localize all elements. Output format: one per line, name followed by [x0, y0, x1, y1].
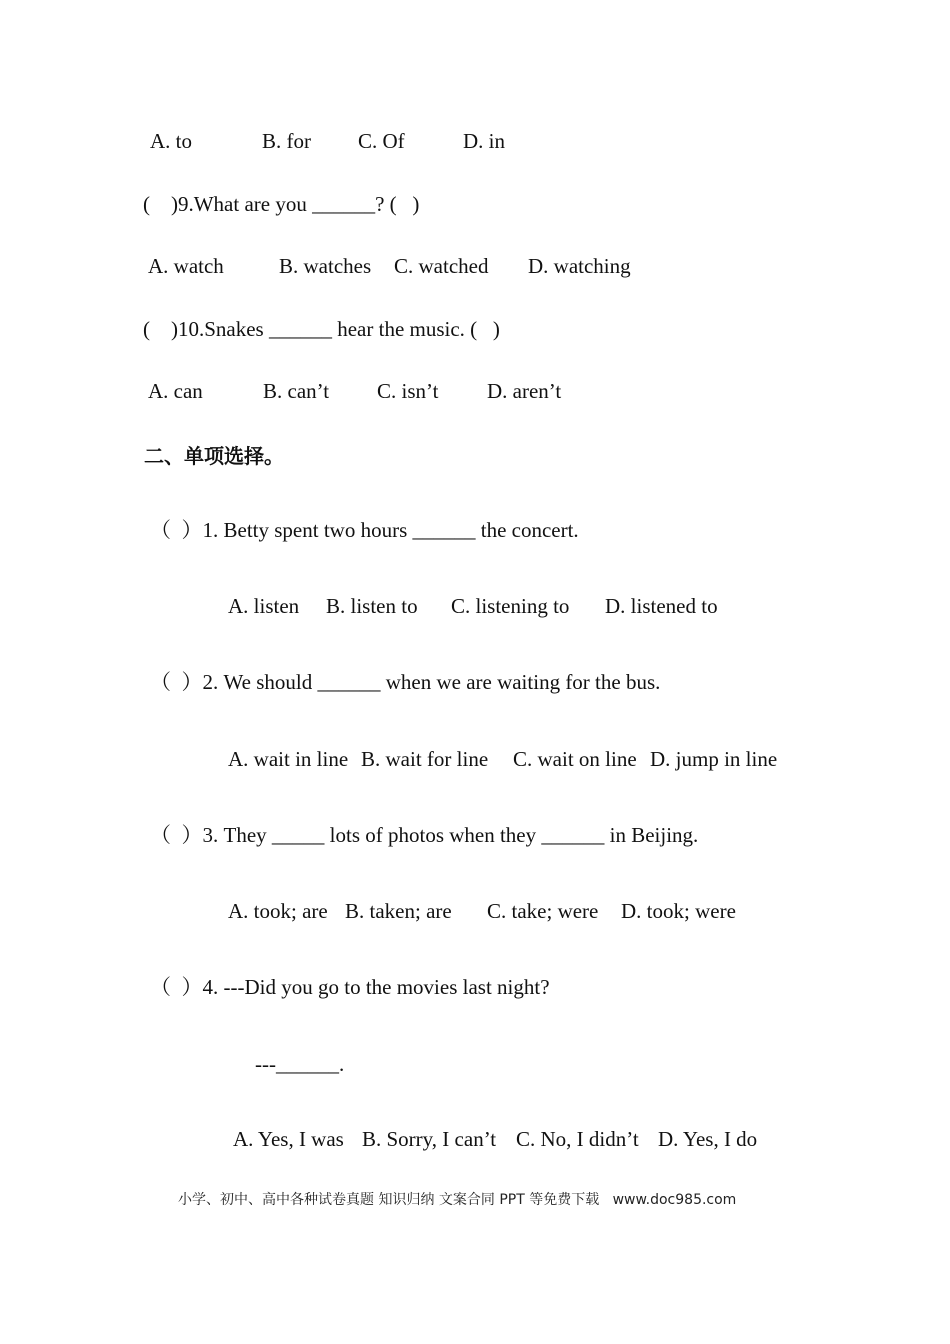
q8-option-d: D. in [463, 129, 505, 153]
s2q4-option-d: D. Yes, I do [658, 1127, 758, 1151]
q10-option-b: B. can’t [263, 379, 330, 403]
q8-option-a: A. to [150, 129, 192, 153]
s2q3-option-b: B. taken; are [345, 899, 452, 923]
s2q1-option-c: C. listening to [451, 594, 570, 618]
s2q2-option-d: D. jump in line [650, 747, 778, 771]
s2q3-option-a: A. took; are [228, 899, 328, 923]
q9-option-c: C. watched [394, 254, 489, 278]
page-footer: 小学、初中、高中各种试卷真题 知识归纳 文案合同 PPT 等免费下载 www.doc985.com [178, 1192, 737, 1208]
s2q1-option-a: A. listen [228, 594, 300, 618]
s2q2-option-a: A. wait in line [228, 747, 349, 771]
q10-option-c: C. isn’t [377, 379, 439, 403]
q10-option-d: D. aren’t [487, 379, 562, 403]
s2q4-prompt: （ ）4. ---Did you go to the movies last night? [150, 975, 550, 999]
q9-option-a: A. watch [148, 254, 224, 278]
s2q4-option-a: A. Yes, I was [233, 1127, 344, 1151]
q9-option-d: D. watching [528, 254, 631, 278]
q8-option-c: C. Of [358, 129, 405, 153]
q9-prompt: ( )9.What are you ______? ( ) [143, 192, 420, 216]
s2q1-option-b: B. listen to [326, 594, 418, 618]
s2q3-option-d: D. took; were [621, 899, 736, 923]
s2q4-option-c: C. No, I didn’t [516, 1127, 639, 1151]
q9-option-b: B. watches [279, 254, 372, 278]
q8-option-b: B. for [262, 129, 311, 153]
q10-option-a: A. can [148, 379, 203, 403]
s2q1-option-d: D. listened to [605, 594, 718, 618]
s2q2-prompt: （ ）2. We should ______ when we are waiting for the bus. [150, 670, 661, 694]
s2q3-option-c: C. take; were [487, 899, 599, 923]
s2q2-option-b: B. wait for line [361, 747, 489, 771]
section-heading: 二、单项选择。 [144, 444, 284, 468]
s2q4-reply: ---______. [255, 1052, 345, 1076]
s2q2-option-c: C. wait on line [513, 747, 637, 771]
s2q3-prompt: （ ）3. They _____ lots of photos when they ______ in Beijing. [150, 823, 699, 847]
s2q4-option-b: B. Sorry, I can’t [362, 1127, 497, 1151]
s2q1-prompt: （ ）1. Betty spent two hours ______ the concert. [150, 518, 579, 542]
q10-prompt: ( )10.Snakes ______ hear the music. ( ) [143, 317, 500, 341]
